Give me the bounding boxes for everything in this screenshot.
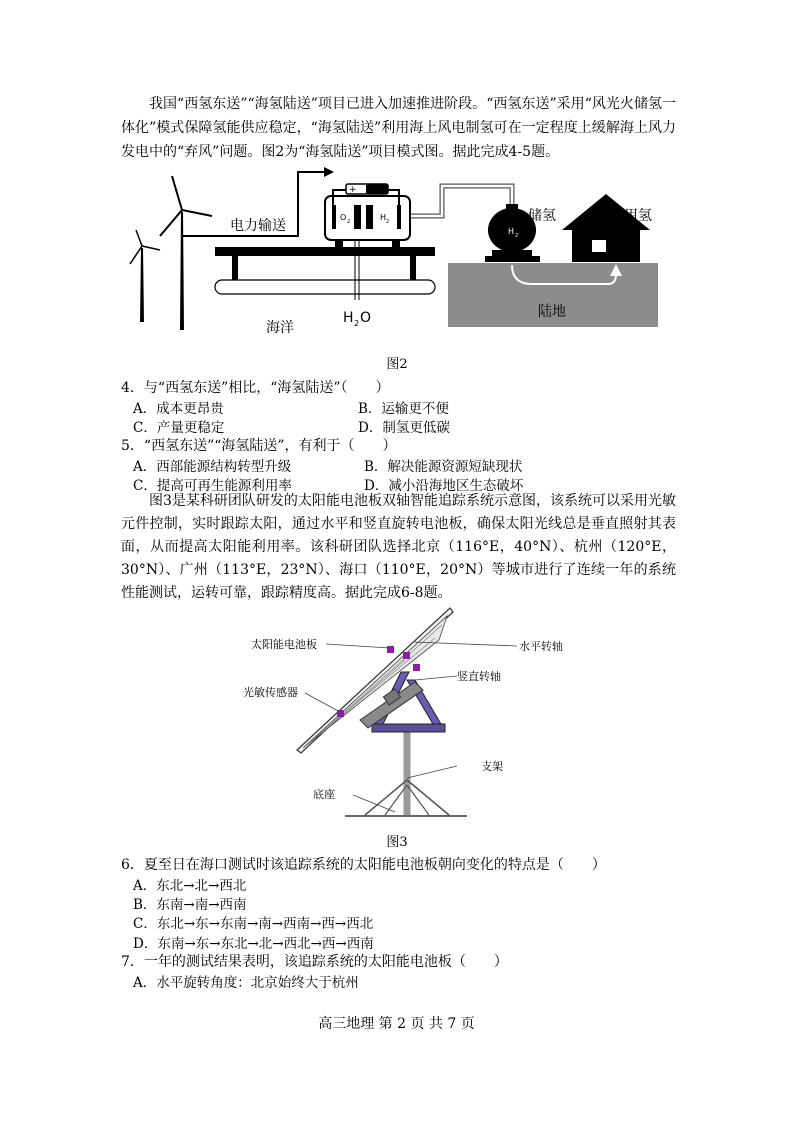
q7-option-a: A．水平旋转角度：北京始终大于杭州 <box>133 975 359 991</box>
tank-sub-label: 2 <box>515 233 519 239</box>
svg-text:2: 2 <box>347 219 351 225</box>
q4-option-a: A．成本更昂贵 <box>133 401 224 417</box>
platform-deck <box>215 247 435 256</box>
q4-stem: 4．与“西氢东送”相比，“海氢陆送”（ ） <box>121 380 390 396</box>
vertical-axis-label: 竖直转轴 <box>457 670 501 683</box>
solar-panel-label: 太阳能电池板 <box>251 638 317 651</box>
power-transmission-label: 电力输送 <box>230 218 286 234</box>
svg-text:O: O <box>360 310 372 326</box>
house-window-icon <box>592 240 606 252</box>
q5-option-b: B．解决能源资源短缺现状 <box>364 459 523 475</box>
page-footer: 高三地理 第 2 页 共 7 页 <box>318 1016 475 1032</box>
ocean-label: 海洋 <box>266 320 294 336</box>
light-sensor-label: 光敏传感器 <box>243 686 298 699</box>
float-pontoon <box>215 280 435 294</box>
paragraph-2: 图3是某科研团队研发的太阳能电池板双轴智能追踪系统示意图，该系统可以采用光敏元件控制，实时跟踪太阳，通过水平和竖直旋转电池板，确保太阳光线总是垂直照射其表面，从而提高太阳能利用率。该科研团队选择北京（116°E，40°N）、杭州（120°E，30°N）、广州（113°E，23°N）、海口（110°E，20°N）等城市进行了连续一年的系统性能测试，运转可靠，跟踪精度高。据此完成6-8题。 <box>121 493 676 601</box>
q4-option-d: D．制氢更低碳 <box>358 420 450 436</box>
svg-text:+: + <box>349 185 357 195</box>
q5-stem: 5．“西氢东送”“海氢陆送”，有利于（ ） <box>121 438 397 454</box>
q6-option-b: B．东南→南→西南 <box>133 897 247 913</box>
q6-option-d: D．东南→东→东北→北→西北→西→西南 <box>133 936 374 952</box>
svg-text:2: 2 <box>354 319 360 328</box>
land-label: 陆地 <box>538 304 566 320</box>
intro-paragraph: 我国“西氢东送”“海氢陆送”项目已进入加速推进阶段。“西氢东送”采用“风光火储氢一体化”模式保障氢能供应稳定，“海氢陆送”利用海上风电制氢可在一定程度上缓解海上风力发电中的“弃风”问题。图2为“海氢陆送”项目模式图。据此完成4-5题。 <box>121 96 676 160</box>
wind-turbine-large-icon <box>160 176 212 330</box>
use-label: 用氢 <box>624 208 652 224</box>
tank-h-label: H <box>508 227 515 236</box>
q5-option-d: D．减小沿海地区生态破坏 <box>364 478 524 494</box>
wind-turbine-small-icon <box>130 230 160 322</box>
q6-stem: 6．夏至日在海口测试时该追踪系统的太阳能电池板朝向变化的特点是（ ） <box>121 857 606 873</box>
o2-label: O <box>340 213 347 222</box>
figure-3-solar-tracker <box>235 600 575 825</box>
h2-label: H <box>380 213 387 222</box>
q4-option-c: C．产量更稳定 <box>133 420 225 436</box>
svg-text:2: 2 <box>386 219 390 225</box>
support-label: 支架 <box>481 760 503 773</box>
q5-option-c: C．提高可再生能源利用率 <box>133 478 292 494</box>
base-label: 底座 <box>313 788 335 801</box>
q6-option-c: C．东北→东→东南→南→西南→西→西北 <box>133 916 374 932</box>
q4-option-b: B．运输更不便 <box>358 401 449 417</box>
horizontal-axis-label: 水平转轴 <box>519 640 563 653</box>
q5-option-a: A．西部能源结构转型升级 <box>133 459 292 475</box>
q6-option-a: A．东北→北→西北 <box>133 878 247 894</box>
figure-2-caption: 图2 <box>386 357 408 372</box>
water-label: H <box>343 310 354 326</box>
storage-label: 储氢 <box>528 208 556 224</box>
power-arrow-icon <box>324 167 334 177</box>
figure-3-caption: 图3 <box>386 835 408 850</box>
figure-2-hydrogen-diagram <box>120 160 680 345</box>
hydrogen-pipe <box>410 186 512 216</box>
q7-stem: 7．一年的测试结果表明，该追踪系统的太阳能电池板（ ） <box>121 954 508 970</box>
horizontal-crossbar <box>372 724 445 732</box>
